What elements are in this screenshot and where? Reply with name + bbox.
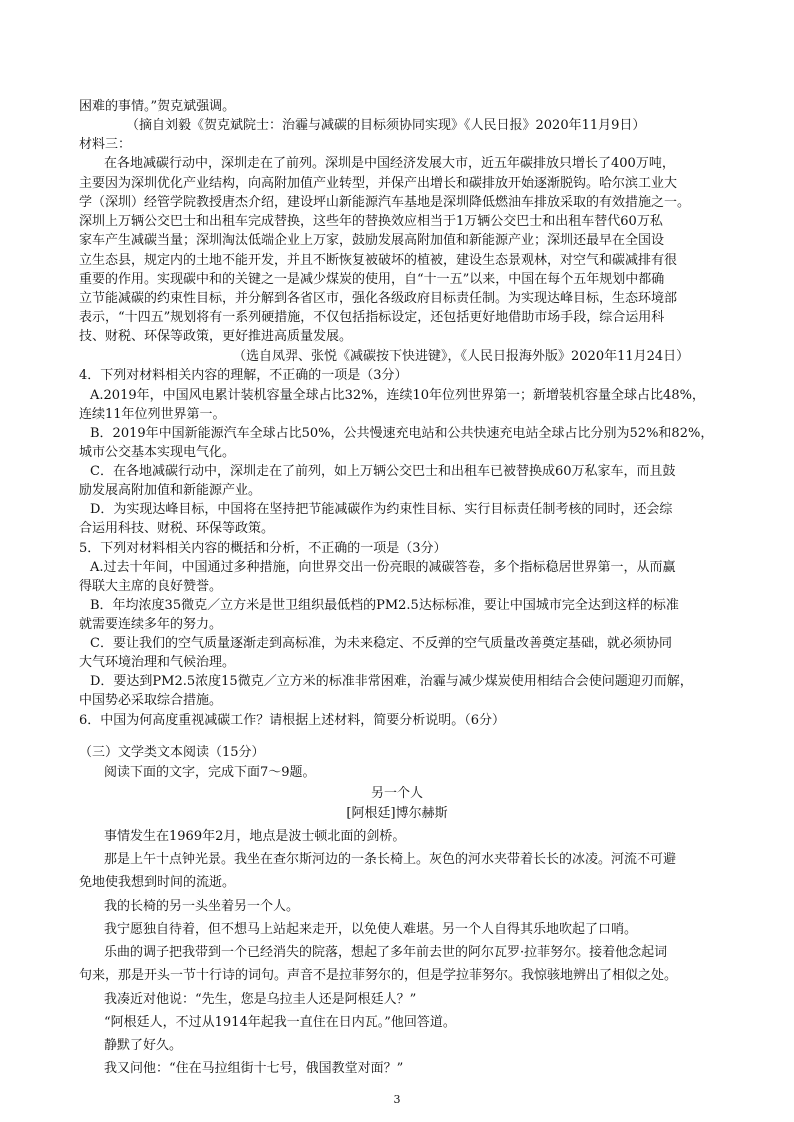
text-line: 学（深圳）经管学院教授唐杰介绍，建设坪山新能源汽车基地是深圳降低燃油车排放采取的有效措施之一。: [79, 195, 691, 210]
question-6: 6．中国为何高度重视减碳工作？请根据上述材料，简要分析说明。（6分）: [79, 713, 506, 728]
story-title: 另一个人: [370, 786, 423, 801]
page-number: 3: [393, 1093, 401, 1106]
option-line: A.过去十年间，中国通过多种措施，向世界交出一份亮眼的减碳答卷，多个指标稳居世界第一，从而赢: [90, 560, 676, 575]
text-line: 家车产生减碳当量；深圳淘汰低端企业上万家，鼓励发展高附加值和新能源产业；深圳还最早在全国设: [79, 233, 665, 248]
story-paragraph: 免地使我想到时间的流逝。: [79, 875, 236, 890]
text-line: 技、财税、环保等政策，更好推进高质量发展。: [79, 329, 353, 344]
option-line: B．年均浓度35微克／立方米是世卫组织最低档的PM2.5达标标准，要让中国城市完全达到这样的标准: [90, 598, 679, 613]
option-line: 励发展高附加值和新能源产业。: [79, 483, 262, 498]
question-5: 5．下列对材料相关内容的概括和分析，不正确的一项是（3分）: [79, 541, 447, 556]
story-paragraph: 我的长椅的另一头坐着另一个人。: [104, 899, 300, 914]
option-line: B．2019年中国新能源汽车全球占比50%，公共慢速充电站和公共快速充电站全球占比分别为52%和82%，: [90, 426, 714, 441]
story-paragraph: 事情发生在1969年2月，地点是波士顿北面的剑桥。: [104, 829, 406, 844]
text-line: 重要的作用。实现碳中和的关键之一是减少煤炭的使用，自“十一五”以来，中国在每个五年规划中都确: [79, 272, 665, 287]
text-line: 困难的事情。”贺克斌强调。: [79, 99, 236, 114]
text-line: 在各地减碳行动中，深圳走在了前列。深圳是中国经济发展大市，近五年碳排放只增长了400万吨，: [104, 156, 675, 171]
story-paragraph: 乐曲的调子把我带到一个已经消失的院落，想起了多年前去世的阿尔瓦罗·拉菲努尔。接着他念起词: [104, 945, 668, 960]
source-citation: （摘自刘毅《贺克斌院士：治霾与减碳的目标须协同实现》《人民日报》2020年11月9日）: [126, 118, 646, 133]
story-paragraph: 静默了好久。: [104, 1038, 183, 1053]
story-paragraph: 我宁愿独自待着，但不想马上站起来走开，以免使人难堪。另一个人自得其乐地吹起了口哨。: [104, 922, 638, 937]
option-line: 得联大主席的良好赞誉。: [79, 579, 223, 594]
option-line: 连续11年位列世界第一。: [79, 407, 226, 422]
option-line: A.2019年，中国风电累计装机容量全球占比32%，连续10年位列世界第一；新增装机容量全球占比48%，: [90, 388, 705, 403]
story-paragraph: 我凑近对他说：“先生，您是乌拉圭人还是阿根廷人？”: [104, 992, 417, 1007]
story-paragraph: 那是上午十点钟光景。我坐在查尔斯河边的一条长椅上。灰色的河水夹带着长长的冰凌。河流不可避: [104, 852, 677, 867]
option-line: 中国势必采取综合措施。: [79, 693, 223, 708]
option-line: C．要让我们的空气质量逐渐走到高标准，为未来稳定、不反弹的空气质量改善奠定基础，就必须协同: [90, 636, 672, 651]
section-heading: （三）文学类文本阅读（15分）: [79, 745, 265, 760]
option-line: D．为实现达峰目标，中国将在坚持把节能减碳作为约束性目标、实行目标责任制考核的同时，还会综: [90, 502, 673, 517]
option-line: D．要达到PM2.5浓度15微克／立方米的标准非常困难，治霾与减少煤炭使用相结合会使问题迎刃而解，: [90, 674, 693, 689]
material-heading: 材料三：: [79, 137, 132, 152]
option-line: C．在各地减碳行动中，深圳走在了前列，如上万辆公交巴士和出租车已被替换成60万私家车，而且鼓: [90, 464, 676, 479]
text-line: 深圳上万辆公交巴士和出租车完成替换，这些年的替换效应相当于1万辆公交巴士和出租车替代60万私: [79, 214, 663, 229]
instruction-line: 阅读下面的文字，完成下面7～9题。: [104, 765, 316, 780]
text-line: 主要因为深圳优化产业结构，向高附加值产业转型，并保产出增长和碳排放开始逐渐脱钩。哈尔滨工业大: [79, 176, 678, 191]
option-line: 大气环境治理和气候治理。: [79, 655, 236, 670]
source-citation: （选自凤羿、张悦《减碳按下快进键》，《人民日报海外版》2020年11月24日）: [233, 349, 690, 364]
text-line: 立生态县，规定内的土地不能开发，并且不断恢复被破坏的植被，建设生态景观林，对空气和碳减排有很: [79, 253, 678, 268]
option-line: 合运用科技、财税、环保等政策。: [79, 521, 275, 536]
story-paragraph: 我又问他：“住在马拉组街十七号，俄国教堂对面？”: [104, 1061, 404, 1076]
story-paragraph: 句来，那是开头一节十行诗的词句。声音不是拉菲努尔的，但是学拉菲努尔。我惊骇地辨出了相似之处。: [79, 968, 678, 983]
question-4: 4．下列对材料相关内容的理解，不正确的一项是（3分）: [79, 368, 408, 383]
story-author: [阿根廷]博尔赫斯: [346, 806, 448, 821]
text-line: 表示，“十四五”规划将有一系列硬措施，不仅包括指标设定，还包括更好地借助市场手段，综合运用科: [79, 310, 665, 325]
story-paragraph: “阿根廷人，不过从1914年起我一直住在日内瓦。”他回答道。: [104, 1015, 456, 1030]
text-line: 立节能减碳的约束性目标，并分解到各省区市，强化各级政府目标责任制。为实现达峰目标，生态环境部: [79, 291, 678, 306]
option-line: 就需要连续多年的努力。: [79, 617, 223, 632]
option-line: 城市公交基本实现电气化。: [79, 445, 236, 460]
